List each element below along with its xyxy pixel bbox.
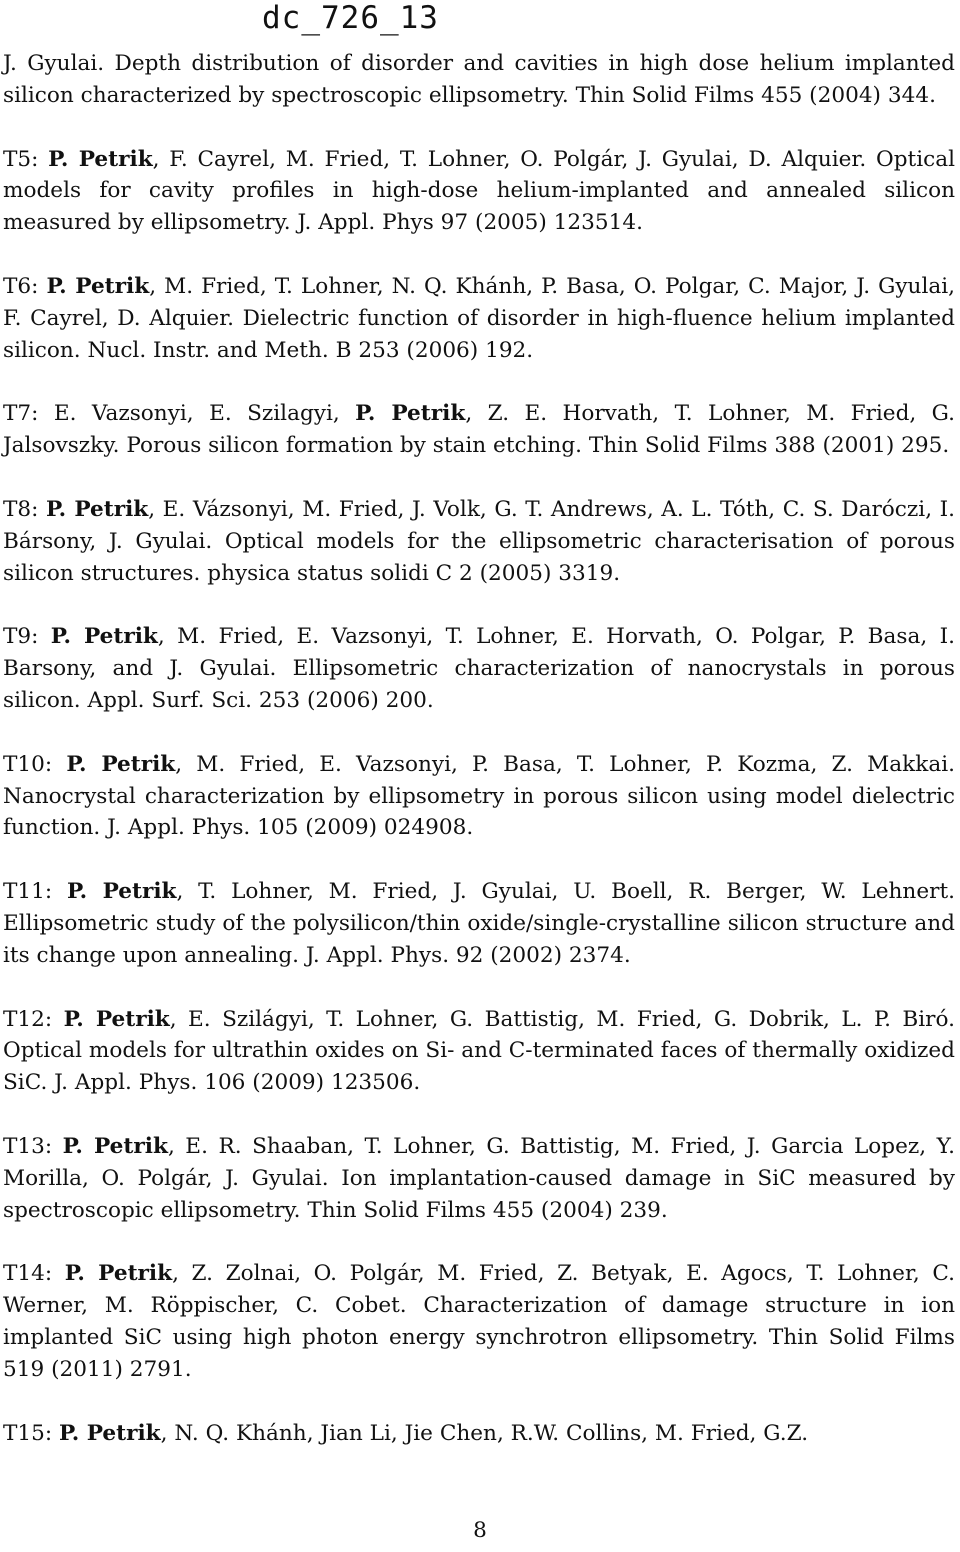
reference-entry-t11 [3, 876, 955, 971]
highlighted-author: P. Petrik [62, 1133, 168, 1159]
reference-authors: , T. Lohner, M. Fried, J. Gyulai, U. Boell, R. Berger, W. Lehnert. [176, 879, 955, 905]
reference-text: J. Gyulai. Depth distribution of disorder and cavities in high dose helium implanted silicon characterized by spectroscopic ellipsometry. Thin Solid Films 455 (2004) 344. [3, 51, 955, 108]
reference-authors: , M. Fried, E. Vazsonyi, P. Basa, T. Lohner, P. Kozma, Z. Makkai. [175, 751, 955, 777]
reference-entry-t5 [3, 144, 955, 239]
reference-authors: , E. Vázsonyi, M. Fried, J. Volk, G. T. Andrews, A. L. Tóth, C. S. Daróczi, I. Bársony, J. Gyulai. [3, 496, 955, 554]
highlighted-author: P. Petrik [66, 879, 177, 905]
reference-entry-t6 [3, 271, 955, 366]
reference-authors: , E. R. Shaaban, T. Lohner, G. Battistig, M. Fried, J. Garcia Lopez, Y. Morilla, O. Polgár, J. Gyulai. [3, 1133, 955, 1191]
reference-label: T12: [3, 1006, 64, 1032]
reference-authors: , E. Szilágyi, T. Lohner, G. Battistig, M. Fried, G. Dobrik, L. P. Biró. [169, 1006, 955, 1032]
highlighted-author: P. Petrik [63, 1006, 170, 1032]
reference-entry-t13 [3, 1131, 955, 1226]
reference-text: Characterization of damage structure in ion implanted SiC using high photon energy synchrotron ellipsometry. Thin Solid Films 519 (2011) 2791. [3, 1293, 955, 1382]
reference-text: Optical models for cavity profiles in high-dose helium-implanted and annealed silicon measured by ellipsometry. J. Appl. Phys 97 (2005) 123514. [3, 146, 955, 236]
reference-label: T9: [3, 624, 51, 650]
reference-text: Optical models for ultrathin oxides on Si- and C-terminated faces of thermally oxidized SiC. J. Appl. Phys. 106 (2009) 123506. [3, 1038, 955, 1096]
reference-label: T14: [3, 1261, 65, 1287]
reference-label: T10: [3, 751, 67, 777]
highlighted-author: P. Petrik [64, 1261, 173, 1287]
highlighted-author: P. Petrik [45, 496, 149, 522]
reference-authors: , M. Fried, T. Lohner, N. Q. Khánh, P. Basa, O. Polgar, C. Major, J. Gyulai, F. Cayrel, D. Alquier. [3, 273, 955, 331]
reference-text: Porous silicon formation by stain etching. Thin Solid Films 388 (2001) 295. [119, 433, 950, 459]
highlighted-author: P. Petrik [50, 624, 158, 650]
reference-authors: , F. Cayrel, M. Fried, T. Lohner, O. Polgár, J. Gyulai, D. Alquier. [152, 146, 867, 172]
reference-entry-t4-continued [3, 48, 955, 112]
reference-label: T6: [3, 273, 47, 299]
reference-text: Ellipsometric characterization of nanocrystals in porous silicon. Appl. Surf. Sci. 253 (2006) 200. [3, 656, 955, 713]
reference-authors: , N. Q. Khánh, Jian Li, Jie Chen, R.W. Collins, M. Fried, G.Z. [160, 1420, 809, 1446]
highlighted-author: P. Petrik [66, 751, 176, 777]
reference-authors-continued: , Z. E. Horvath, T. Lohner, M. Fried, G. Jalsovszky. [3, 401, 956, 459]
reference-label: T5: [3, 146, 49, 172]
reference-entry-t9 [3, 621, 955, 716]
highlighted-author: P. Petrik [48, 146, 153, 172]
highlighted-author: P. Petrik [59, 1420, 161, 1446]
reference-label: T13: [3, 1133, 63, 1159]
reference-entry-t7 [3, 398, 955, 462]
reference-entry-t12 [3, 1004, 955, 1099]
reference-text: Ellipsometric study of the polysilicon/thin oxide/single-crystalline silicon structure and its change upon annealing. J. Appl. Phys. 92 (2002) 2374. [3, 910, 955, 968]
reference-entry-t15 [3, 1418, 955, 1450]
reference-entry-t8 [3, 494, 955, 589]
highlighted-author: P. Petrik [355, 401, 466, 427]
reference-text: Dielectric function of disorder in high-fluence helium implanted silicon. Nucl. Instr. and Meth. B 253 (2006) 192. [3, 305, 955, 363]
document-id-header: dc_726_13 [262, 0, 439, 36]
reference-text: Nanocrystal characterization by ellipsometry in porous silicon using model dielectric function. J. Appl. Phys. 105 (2009) 024908. [3, 783, 955, 841]
reference-entry-t10 [3, 749, 955, 844]
reference-text: Optical models for the ellipsometric characterisation of porous silicon structures. physica status solidi C 2 (2005) 3319. [3, 528, 955, 586]
reference-list [3, 48, 955, 1481]
reference-label: T15: [3, 1420, 60, 1446]
reference-authors: , Z. Zolnai, O. Polgár, M. Fried, Z. Betyak, E. Agocs, T. Lohner, C. Werner, M. Röppischer, C. Cobet. [3, 1261, 955, 1319]
reference-label: T8: [3, 496, 46, 522]
reference-text: Ion implantation-caused damage in SiC measured by spectroscopic ellipsometry. Thin Solid Films 455 (2004) 239. [3, 1165, 955, 1223]
reference-entry-t14 [3, 1258, 955, 1385]
reference-label: T7: [3, 401, 54, 427]
reference-label: T11: [3, 879, 67, 905]
highlighted-author: P. Petrik [46, 273, 150, 299]
reference-authors: , M. Fried, E. Vazsonyi, T. Lohner, E. Horvath, O. Polgar, P. Basa, I. Barsony, and J. Gyulai. [3, 624, 955, 682]
reference-authors: E. Vazsonyi, E. Szilagyi, [53, 401, 356, 427]
page-number: 8 [473, 1518, 487, 1543]
